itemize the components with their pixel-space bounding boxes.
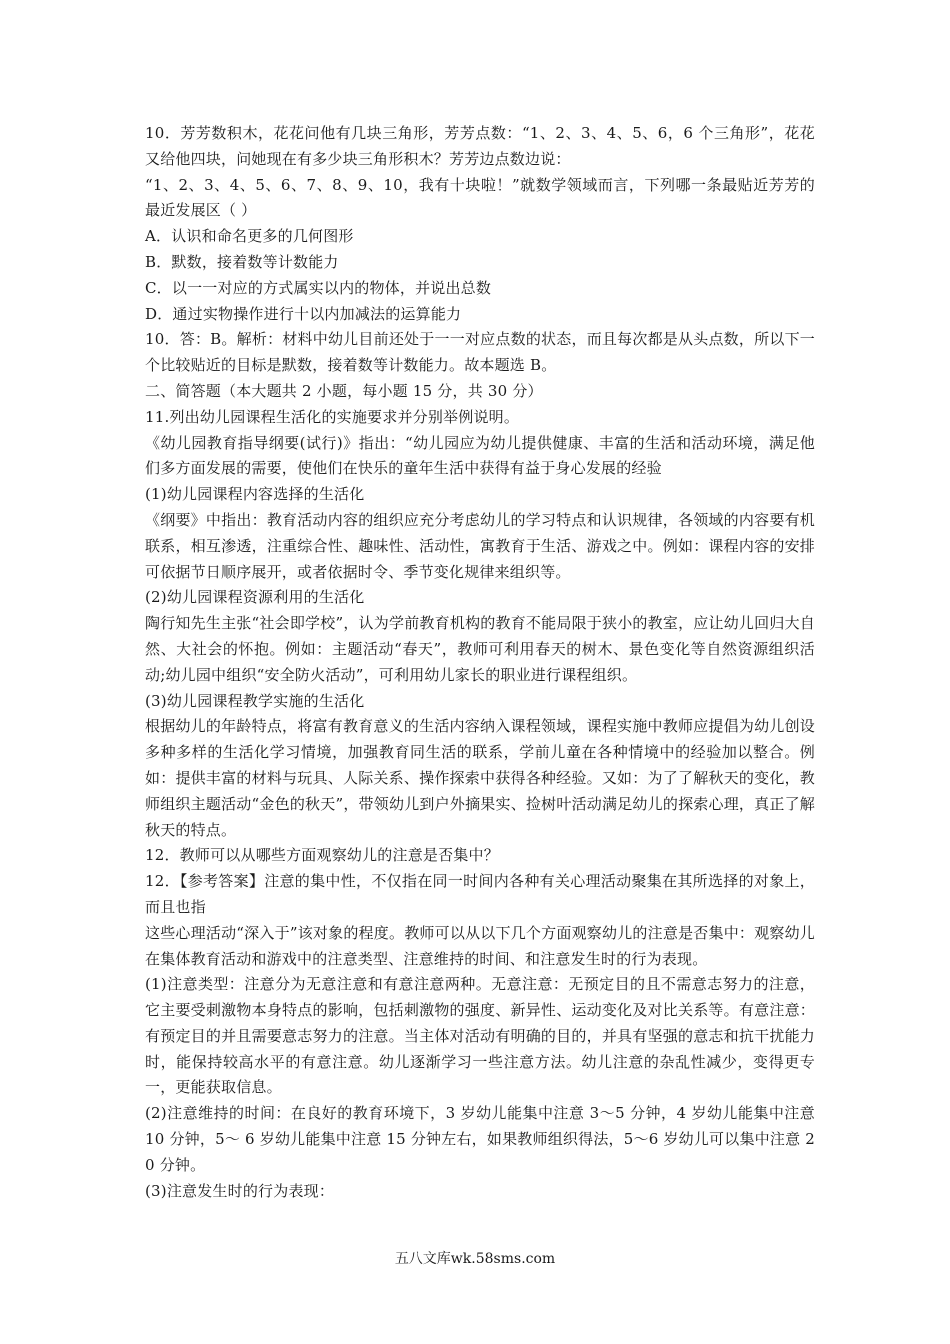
document-body bbox=[145, 121, 815, 1204]
section-heading: 二、简答题（本大题共 2 小题，每小题 15 分，共 30 分） bbox=[145, 381, 543, 400]
question-11: 11.列出幼儿园课程生活化的实施要求并分别举例说明。 bbox=[145, 407, 520, 426]
option-d: D．通过实物操作进行十以内加减法的运算能力 bbox=[145, 304, 462, 323]
paragraph: 10．芳芳数积木，花花问他有几块三角形，芳芳点数：“1、2、3、4、5、6，6 个三角形”，花花又给他四块，问她现在有多少块三角形积木？芳芳边点数边说： bbox=[145, 124, 815, 168]
paragraph: 这些心理活动“深入于”该对象的程度。教师可以从以下几个方面观察幼儿的注意是否集中：观察幼儿在集体教育活动和游戏中的注意类型、注意维持的时间、和注意发生时的行为表现。 bbox=[145, 923, 815, 968]
paragraph: 《纲要》中指出：教育活动内容的组织应充分考虑幼儿的学习特点和认识规律，各领域的内容要有机联系，相互渗透，注重综合性、趣味性、活动性，寓教育于生活、游戏之中。例如：课程内容的安排可依据节日顺序展开，或者依据时令、季节变化规律来组织等。 bbox=[145, 510, 815, 581]
paragraph: (3)注意发生时的行为表现： bbox=[145, 1181, 335, 1200]
subheading: (2)幼儿园课程资源利用的生活化 bbox=[145, 588, 365, 607]
page-footer: 五八文库wk.58sms.com bbox=[394, 1251, 556, 1267]
answer-10: 10．答：B。解析：材料中幼儿目前还处于一一对应点数的状态，而且每次都是从头点数，所以下一个比较贴近的目标是默数，接着数等计数能力。故本题选 B。 bbox=[145, 330, 815, 375]
paragraph: 根据幼儿的年龄特点，将富有教育意义的生活内容纳入课程领域，课程实施中教师应提倡为幼儿创设多种多样的生活化学习情境，加强教育同生活的联系，学前儿童在各种情境中的经验加以整合。例如：提供丰富的材料与玩具、人际关系、操作探索中获得各种经验。又如：为了了解秋天的变化，教师组织主题活动“金色的秋天”，带领幼儿到户外摘果实、捡树叶活动满足幼儿的探索心理，真正了解秋天的特点。 bbox=[145, 717, 815, 839]
question-12: 12．教师可以从哪些方面观察幼儿的注意是否集中？ bbox=[145, 846, 499, 865]
paragraph: (1)注意类型：注意分为无意注意和有意注意两种。无意注意：无预定目的且不需意志努力的注意，它主要受刺激物本身特点的影响，包括刺激物的强度、新异性、运动变化及对比关系等。有意注意：有预定目的并且需要意志努力的注意。当主体对活动有明确的目的，并具有坚强的意志和抗干扰能力时，能保持较高水平的有意注意。幼儿逐渐学习一些注意方法。幼儿注意的杂乱性减少，变得更专一，更能获取信息。 bbox=[145, 975, 815, 1097]
paragraph: “1、2、3、4、5、6、7、8、9、10，我有十块啦！”就数学领域而言，下列哪一条最贴近芳芳的最近发展区（ ） bbox=[145, 175, 815, 220]
subheading: (1)幼儿园课程内容选择的生活化 bbox=[145, 485, 365, 504]
option-c: C．以一一对应的方式属实以内的物体，并说出总数 bbox=[145, 278, 492, 297]
paragraph: 陶行知先生主张“社会即学校”，认为学前教育机构的教育不能局限于狭小的教室，应让幼儿回归大自然、大社会的怀抱。例如：主题活动“春天”，教师可利用春天的树木、景色变化等自然资源组织活动;幼儿园中组织“安全防火活动”，可利用幼儿家长的职业进行课程组织。 bbox=[145, 614, 815, 684]
paragraph: 《幼儿园教育指导纲要(试行)》指出：“幼儿园应为幼儿提供健康、丰富的生活和活动环境，满足他们多方面发展的需要，使他们在快乐的童年生活中获得有益于身心发展的经验 bbox=[145, 433, 815, 478]
option-b: B．默数，接着数等计数能力 bbox=[145, 252, 339, 271]
paragraph: (2)注意维持的时间：在良好的教育环境下，3 岁幼儿能集中注意 3～5 分钟，4 岁幼儿能集中注意 10 分钟，5～ 6 岁幼儿能集中注意 15 分钟左右，如果教师组织得法，5～6 岁幼儿可以集中注意 20 分钟。 bbox=[145, 1104, 815, 1174]
answer-12: 12．【参考答案】注意的集中性，不仅指在同一时间内各种有关心理活动聚集在其所选择的对象上，而且也指 bbox=[145, 872, 815, 916]
subheading: (3)幼儿园课程教学实施的生活化 bbox=[145, 691, 365, 710]
option-a: A．认识和命名更多的几何图形 bbox=[145, 227, 354, 246]
